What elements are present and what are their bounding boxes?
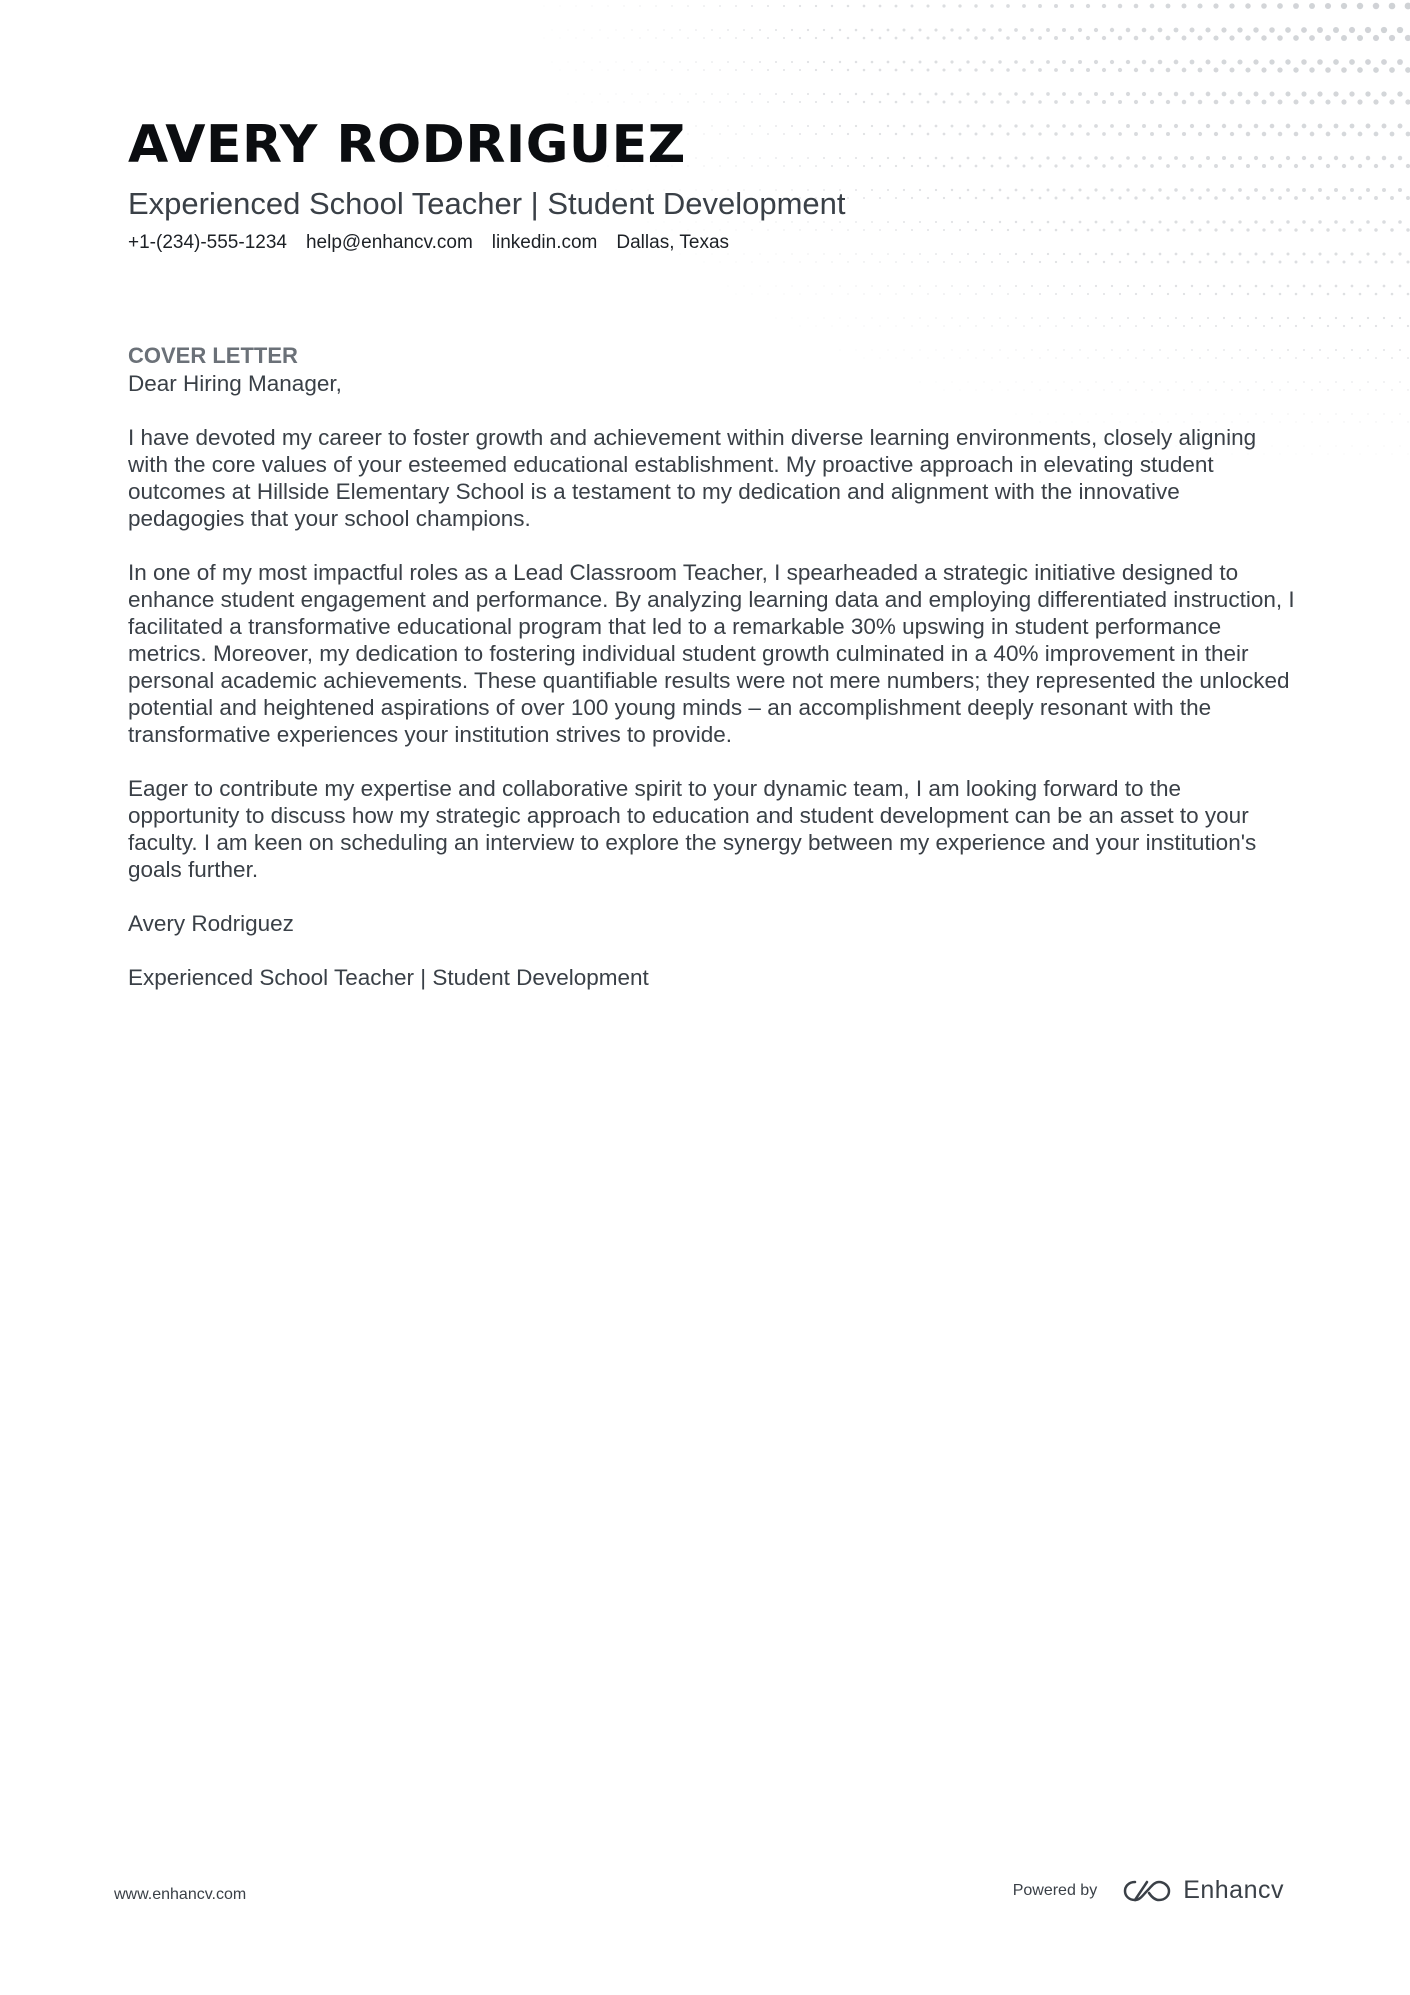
section-title: COVER LETTER bbox=[128, 343, 298, 368]
applicant-headline: Experienced School Teacher | Student Development bbox=[128, 186, 846, 221]
powered-by-label: Powered by bbox=[1012, 1881, 1098, 1899]
contact-info bbox=[128, 230, 1298, 256]
signature-title: Experienced School Teacher | Student Development bbox=[128, 965, 649, 990]
letter-paragraph-1: I have devoted my career to foster growth and achievement within diverse learning environments, closely aligning with the core values of your esteemed educational establishment. My proactive approach in elevating student outcomes at Hillside Elementary School is a testament to my dedication and alignment with the innovative pedagogies that your school champions. bbox=[128, 425, 1257, 531]
contact-linkedin[interactable]: linkedin.com bbox=[491, 232, 598, 253]
contact-email[interactable]: help@enhancv.com bbox=[305, 232, 473, 253]
salutation: Dear Hiring Manager, bbox=[128, 371, 342, 396]
contact-location: Dallas, Texas bbox=[616, 232, 730, 253]
contact-phone: +1-(234)-555-1234 bbox=[128, 232, 287, 253]
footer-branding[interactable] bbox=[1013, 1876, 1284, 1905]
enhancv-brand-name: Enhancv bbox=[1183, 1876, 1284, 1904]
letter-paragraph-2: In one of my most impactful roles as a Lead Classroom Teacher, I spearheaded a strategic initiative designed to enhance student engagement and performance. By analyzing learning data and employing differentiated instruction, I facilitated a transformative educational program that led to a remarkable 30% upswing in student performance metrics. Moreover, my dedication to fostering individual student growth culminated in a 40% improvement in their personal academic achievements. These quantifiable results were not mere numbers; they represented the unlocked potential and heightened aspirations of over 100 young minds – an accomplishment deeply resonant with the transformative experiences your institution strives to provide. bbox=[128, 560, 1295, 747]
enhancv-logo-icon bbox=[1123, 1878, 1171, 1904]
footer-website[interactable]: www.enhancv.com bbox=[114, 1886, 247, 1903]
cover-letter-page bbox=[128, 110, 1298, 991]
signature-name: Avery Rodriguez bbox=[128, 911, 294, 936]
letter-paragraph-3: Eager to contribute my expertise and collaborative spirit to your dynamic team, I am looking forward to the opportunity to discuss how my strategic approach to education and student development can be an asset to your faculty. I am keen on scheduling an interview to explore the synergy between my experience and your institution's goals further. bbox=[128, 776, 1257, 882]
letter-body bbox=[128, 370, 1298, 991]
applicant-name: AVERY RODRIGUEZ bbox=[128, 115, 686, 175]
